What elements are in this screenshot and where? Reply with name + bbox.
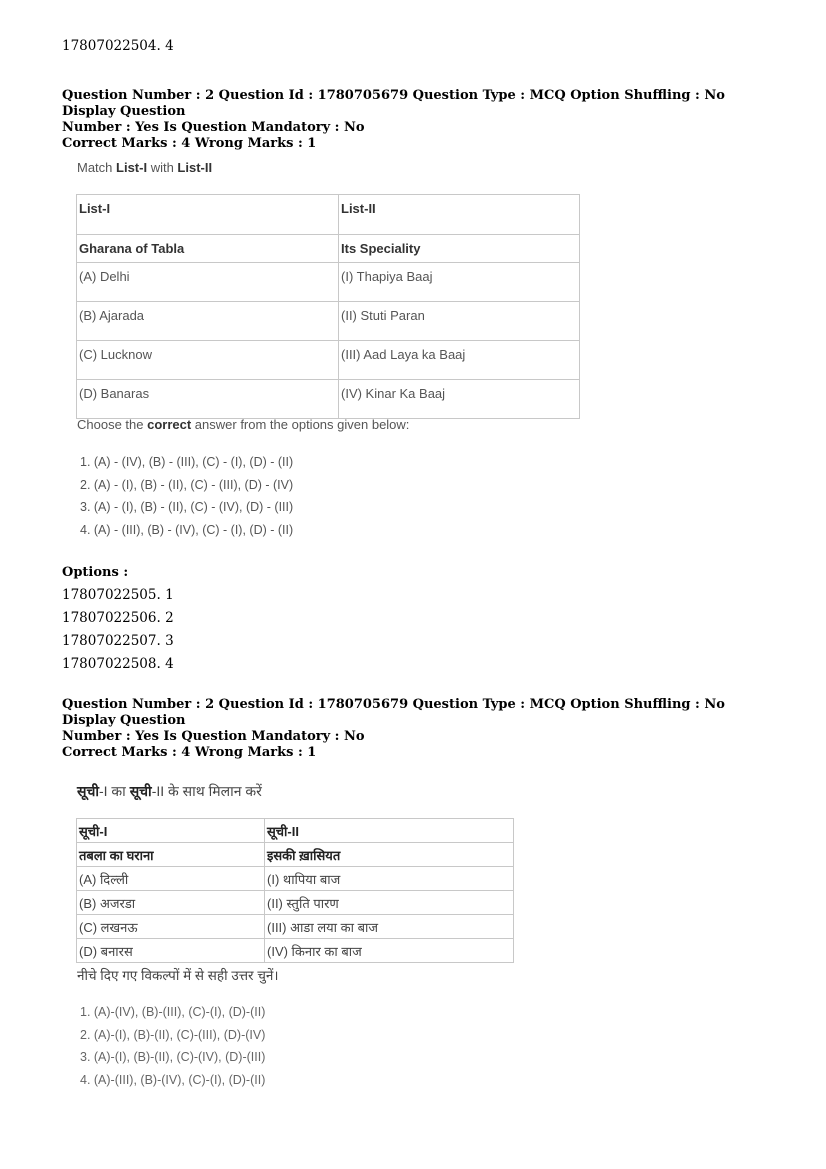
question-meta-line1: Question Number : 2 Question Id : 1780705679 Question Type : MCQ Option Shuffling : No Display Question — [62, 697, 725, 728]
question-marks: Correct Marks : 4 Wrong Marks : 1 — [62, 136, 317, 151]
table-cell: (II) स्तुति पारण — [265, 891, 514, 915]
table-head-list2: List-II — [339, 195, 580, 235]
table-row — [77, 341, 580, 380]
table-head-list1: List-I — [77, 195, 339, 235]
choose-instruction: Choose the correct answer from the options given below: — [77, 417, 410, 432]
question-meta-line2: Number : Yes Is Question Mandatory : No — [62, 120, 365, 135]
table-cell: (I) Thapiya Baaj — [339, 263, 580, 302]
header-option-id: 17807022504. 4 — [62, 38, 174, 54]
option-id[interactable]: 17807022508. 4 — [62, 656, 174, 672]
table-row — [77, 302, 580, 341]
table-subhead-gharana: तबला का घराना — [77, 843, 265, 867]
answer-option: 3. (A) - (I), (B) - (II), (C) - (IV), (D) - (III) — [80, 500, 294, 514]
table-cell: (III) Aad Laya ka Baaj — [339, 341, 580, 380]
table-row — [77, 867, 514, 891]
table-head-list2: सूची-II — [265, 819, 514, 843]
option-id[interactable]: 17807022507. 3 — [62, 633, 174, 649]
table-cell: (IV) Kinar Ka Baaj — [339, 380, 580, 419]
table-head-list1: सूची-I — [77, 819, 265, 843]
table-cell: (A) दिल्ली — [77, 867, 265, 891]
table-row — [77, 263, 580, 302]
answer-option: 1. (A) - (IV), (B) - (III), (C) - (I), (D) - (II) — [80, 455, 294, 469]
hindi-answer-options — [80, 1001, 265, 1091]
options-label: Options : — [62, 565, 129, 580]
answer-option: 2. (A)-(I), (B)-(II), (C)-(III), (D)-(IV) — [80, 1027, 266, 1042]
table-cell: (II) Stuti Paran — [339, 302, 580, 341]
answer-option: 4. (A)-(III), (B)-(IV), (C)-(I), (D)-(II) — [80, 1072, 266, 1087]
table-cell: (C) Lucknow — [77, 341, 339, 380]
hindi-match-instruction: सूची-I का सूची-II के साथ मिलान करें — [77, 783, 262, 799]
answer-option: 2. (A) - (I), (B) - (II), (C) - (III), (D) - (IV) — [80, 477, 294, 492]
table-cell: (D) Banaras — [77, 380, 339, 419]
english-match-table — [76, 194, 580, 419]
question-meta-2 — [62, 697, 762, 761]
question-meta-line2: Number : Yes Is Question Mandatory : No — [62, 729, 365, 744]
table-subhead-speciality: इसकी ख़ासियत — [265, 843, 514, 867]
table-row — [77, 380, 580, 419]
english-answer-options — [80, 451, 293, 541]
table-row — [77, 915, 514, 939]
table-cell: (IV) किनार का बाज — [265, 939, 514, 963]
question-marks: Correct Marks : 4 Wrong Marks : 1 — [62, 745, 317, 760]
table-row — [77, 891, 514, 915]
table-cell: (D) बनारस — [77, 939, 265, 963]
table-cell: (III) आडा लया का बाज — [265, 915, 514, 939]
table-cell: (C) लखनऊ — [77, 915, 265, 939]
english-question — [77, 160, 212, 175]
question-meta-line1: Question Number : 2 Question Id : 1780705679 Question Type : MCQ Option Shuffling : No Display Question — [62, 88, 725, 119]
table-subhead-gharana: Gharana of Tabla — [77, 235, 339, 263]
answer-option: 4. (A) - (III), (B) - (IV), (C) - (I), (D) - (II) — [80, 522, 294, 537]
answer-option: 1. (A)-(IV), (B)-(III), (C)-(I), (D)-(II) — [80, 1005, 266, 1019]
table-cell: (I) थापिया बाज — [265, 867, 514, 891]
table-cell: (B) Ajarada — [77, 302, 339, 341]
table-cell: (B) अजरडा — [77, 891, 265, 915]
table-row — [77, 939, 514, 963]
table-subhead-speciality: Its Speciality — [339, 235, 580, 263]
match-instruction: Match List-I with List-II — [77, 160, 213, 175]
table-cell: (A) Delhi — [77, 263, 339, 302]
option-id[interactable]: 17807022506. 2 — [62, 610, 174, 626]
hindi-match-table — [76, 818, 514, 963]
question-meta-1 — [62, 88, 762, 152]
option-id[interactable]: 17807022505. 1 — [62, 587, 174, 603]
answer-option: 3. (A)-(I), (B)-(II), (C)-(IV), (D)-(III) — [80, 1050, 266, 1064]
hindi-choose-instruction: नीचे दिए गए विकल्पों में से सही उत्तर चुनें। — [77, 968, 279, 983]
